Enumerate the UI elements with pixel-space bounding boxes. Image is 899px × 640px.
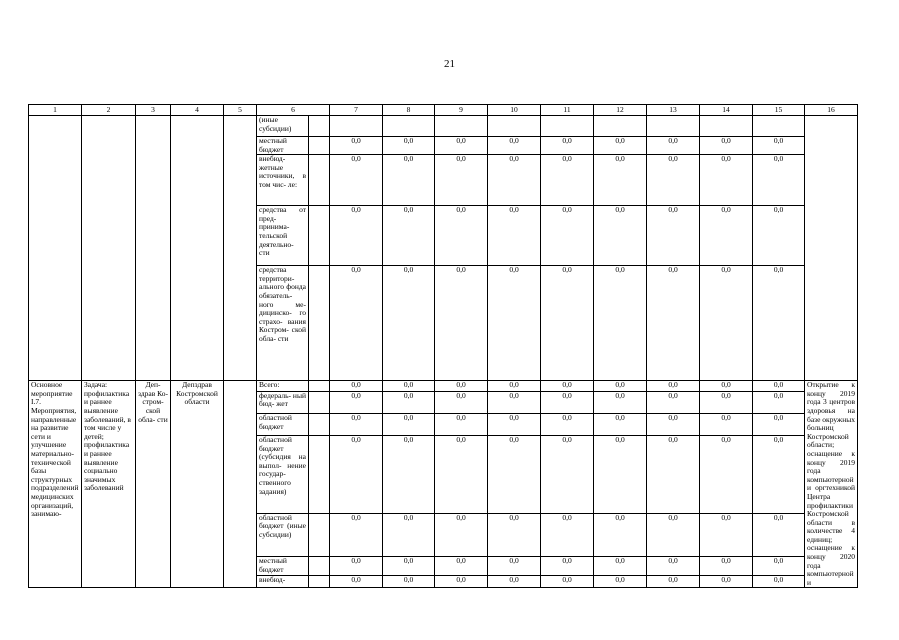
value-cell: 0,0: [435, 557, 488, 576]
value-cell: 0,0: [330, 436, 383, 514]
header-cell: 7: [330, 105, 383, 116]
header-cell: 10: [488, 105, 541, 116]
value-cell: 0,0: [594, 436, 647, 514]
value-cell: 0,0: [700, 436, 753, 514]
spacer-cell: [309, 436, 330, 514]
funding-source-cell: внебюд-: [257, 575, 309, 587]
value-cell: 0,0: [383, 206, 435, 266]
funding-source-cell: внебюд- жетные источники, в том чис- ле:: [257, 155, 309, 206]
value-cell: 0,0: [647, 575, 700, 587]
value-cell: 0,0: [700, 381, 753, 391]
funding-source-cell: Всего:: [257, 381, 309, 391]
value-cell: 0,0: [541, 155, 594, 206]
header-cell: 5: [224, 105, 257, 116]
value-cell: 0,0: [435, 381, 488, 391]
value-cell: 0,0: [700, 391, 753, 414]
value-cell: 0,0: [647, 414, 700, 436]
value-cell: 0,0: [700, 414, 753, 436]
value-cell: 0,0: [383, 381, 435, 391]
value-cell: 0,0: [488, 137, 541, 155]
value-cell: 0,0: [700, 513, 753, 556]
spacer-cell: [309, 137, 330, 155]
value-cell: 0,0: [435, 513, 488, 556]
value-cell: [330, 116, 383, 137]
value-cell: 0,0: [700, 266, 753, 381]
value-cell: 0,0: [700, 155, 753, 206]
spacer-cell: [309, 116, 330, 137]
header-cell: 9: [435, 105, 488, 116]
col5-cell-empty: [224, 381, 257, 588]
value-cell: [594, 116, 647, 137]
funding-source-cell: местный бюджет: [257, 557, 309, 576]
col4-cell-empty: [171, 116, 224, 381]
table-row: [29, 116, 858, 137]
value-cell: 0,0: [435, 206, 488, 266]
value-cell: 0,0: [753, 513, 805, 556]
value-cell: 0,0: [330, 206, 383, 266]
spacer-cell: [309, 513, 330, 556]
funding-source-cell: местный бюджет: [257, 137, 309, 155]
value-cell: 0,0: [541, 206, 594, 266]
value-cell: 0,0: [594, 414, 647, 436]
executor-cell: Депздрав Костромской области: [171, 381, 224, 588]
value-cell: 0,0: [488, 155, 541, 206]
value-cell: 0,0: [330, 557, 383, 576]
value-cell: 0,0: [541, 436, 594, 514]
spacer-cell: [309, 381, 330, 391]
value-cell: 0,0: [383, 391, 435, 414]
executor-short-cell: Деп- здрав Ко- стром- ской обла- сти: [136, 381, 171, 588]
funding-source-cell: областной бюджет: [257, 414, 309, 436]
value-cell: 0,0: [753, 414, 805, 436]
value-cell: 0,0: [488, 513, 541, 556]
value-cell: [753, 116, 805, 137]
value-cell: 0,0: [700, 206, 753, 266]
funding-source-cell: средства территори- ального фонда обязатель- ного ме- дицинско- го страхо- вания Костром- ской обла- сти: [257, 266, 309, 381]
spacer-cell: [309, 575, 330, 587]
value-cell: [383, 116, 435, 137]
value-cell: 0,0: [330, 381, 383, 391]
value-cell: 0,0: [435, 391, 488, 414]
funding-source-cell: (иные субсидии): [257, 116, 309, 137]
spacer-cell: [309, 557, 330, 576]
value-cell: 0,0: [488, 575, 541, 587]
spacer-cell: [309, 206, 330, 266]
header-cell: 3: [136, 105, 171, 116]
value-cell: 0,0: [753, 155, 805, 206]
value-cell: 0,0: [753, 575, 805, 587]
value-cell: 0,0: [383, 513, 435, 556]
header-cell: 14: [700, 105, 753, 116]
value-cell: 0,0: [647, 155, 700, 206]
value-cell: 0,0: [541, 391, 594, 414]
value-cell: 0,0: [647, 137, 700, 155]
value-cell: 0,0: [647, 206, 700, 266]
value-cell: 0,0: [383, 266, 435, 381]
header-cell: 1: [29, 105, 82, 116]
value-cell: 0,0: [647, 266, 700, 381]
value-cell: 0,0: [488, 414, 541, 436]
col1-cell-empty: [29, 116, 82, 381]
value-cell: 0,0: [488, 436, 541, 514]
value-cell: 0,0: [330, 513, 383, 556]
value-cell: 0,0: [383, 436, 435, 514]
result-cell: Открытие к концу 2019 года 3 центров здоровья на базе окружных больниц Костромской области; оснащение к концу 2019 года компьютерной и оргтехникой Центра профилактики Костромской области в количестве 4 единиц; оснащение к концу 2020 года компьютерной и: [805, 381, 858, 588]
col16-cell-empty: [805, 116, 858, 381]
value-cell: 0,0: [383, 155, 435, 206]
funding-source-cell: средства от пред- принима- тельской деятельно- сти: [257, 206, 309, 266]
program-table: [28, 104, 858, 588]
funding-source-cell: областной бюджет (субсидия на выпол- нение государ- ственного задания): [257, 436, 309, 514]
header-cell: 11: [541, 105, 594, 116]
value-cell: 0,0: [330, 575, 383, 587]
value-cell: 0,0: [647, 391, 700, 414]
value-cell: [541, 116, 594, 137]
value-cell: 0,0: [330, 414, 383, 436]
value-cell: 0,0: [700, 575, 753, 587]
value-cell: 0,0: [753, 391, 805, 414]
task-cell: Задача: профилактика и раннее выявление заболеваний, в том числе у детей; профилактика и раннее выявление социально значимых заболеваний: [82, 381, 136, 588]
header-cell: 6: [257, 105, 330, 116]
value-cell: 0,0: [330, 155, 383, 206]
funding-source-cell: областной бюджет (иные субсидии): [257, 513, 309, 556]
value-cell: 0,0: [541, 266, 594, 381]
value-cell: 0,0: [753, 436, 805, 514]
table-header-row: [29, 105, 858, 116]
header-cell: 15: [753, 105, 805, 116]
table-body: [29, 105, 858, 588]
value-cell: 0,0: [541, 381, 594, 391]
value-cell: 0,0: [435, 575, 488, 587]
value-cell: 0,0: [647, 436, 700, 514]
value-cell: 0,0: [647, 381, 700, 391]
value-cell: 0,0: [594, 155, 647, 206]
header-cell: 4: [171, 105, 224, 116]
value-cell: 0,0: [753, 557, 805, 576]
page-number: 21: [444, 58, 455, 70]
value-cell: 0,0: [330, 137, 383, 155]
value-cell: 0,0: [488, 266, 541, 381]
value-cell: 0,0: [594, 557, 647, 576]
value-cell: 0,0: [700, 137, 753, 155]
value-cell: 0,0: [383, 557, 435, 576]
value-cell: 0,0: [488, 391, 541, 414]
col3-cell-empty: [136, 116, 171, 381]
value-cell: 0,0: [488, 381, 541, 391]
value-cell: 0,0: [435, 266, 488, 381]
spacer-cell: [309, 391, 330, 414]
value-cell: 0,0: [753, 137, 805, 155]
value-cell: 0,0: [330, 266, 383, 381]
col2-cell-empty: [82, 116, 136, 381]
value-cell: 0,0: [594, 513, 647, 556]
value-cell: [647, 116, 700, 137]
activity-name-cell: Основное мероприятие I.7. Мероприятия, направленные на развитие сети и улучшение материально-технической базы структурных подразделений медицинских организаций, занимаю-: [29, 381, 82, 588]
value-cell: 0,0: [383, 575, 435, 587]
table-row: [29, 381, 858, 391]
value-cell: 0,0: [541, 557, 594, 576]
value-cell: 0,0: [594, 266, 647, 381]
header-cell: 2: [82, 105, 136, 116]
header-cell: 12: [594, 105, 647, 116]
value-cell: 0,0: [700, 557, 753, 576]
value-cell: 0,0: [753, 206, 805, 266]
header-cell: 16: [805, 105, 858, 116]
value-cell: 0,0: [647, 513, 700, 556]
spacer-cell: [309, 266, 330, 381]
value-cell: 0,0: [753, 266, 805, 381]
value-cell: 0,0: [383, 414, 435, 436]
value-cell: 0,0: [541, 513, 594, 556]
spacer-cell: [309, 414, 330, 436]
value-cell: 0,0: [594, 206, 647, 266]
value-cell: 0,0: [435, 414, 488, 436]
value-cell: 0,0: [541, 575, 594, 587]
value-cell: [488, 116, 541, 137]
value-cell: 0,0: [488, 206, 541, 266]
value-cell: 0,0: [330, 391, 383, 414]
value-cell: 0,0: [435, 155, 488, 206]
value-cell: 0,0: [541, 137, 594, 155]
value-cell: [435, 116, 488, 137]
value-cell: 0,0: [383, 137, 435, 155]
value-cell: 0,0: [488, 557, 541, 576]
value-cell: 0,0: [753, 381, 805, 391]
header-cell: 8: [383, 105, 435, 116]
funding-source-cell: федераль- ный бюд- жет: [257, 391, 309, 414]
spacer-cell: [309, 155, 330, 206]
value-cell: 0,0: [594, 381, 647, 391]
value-cell: 0,0: [594, 391, 647, 414]
value-cell: 0,0: [435, 137, 488, 155]
value-cell: 0,0: [594, 137, 647, 155]
col5-cell-empty: [224, 116, 257, 381]
value-cell: [700, 116, 753, 137]
header-cell: 13: [647, 105, 700, 116]
value-cell: 0,0: [594, 575, 647, 587]
value-cell: 0,0: [435, 436, 488, 514]
value-cell: 0,0: [541, 414, 594, 436]
value-cell: 0,0: [647, 557, 700, 576]
